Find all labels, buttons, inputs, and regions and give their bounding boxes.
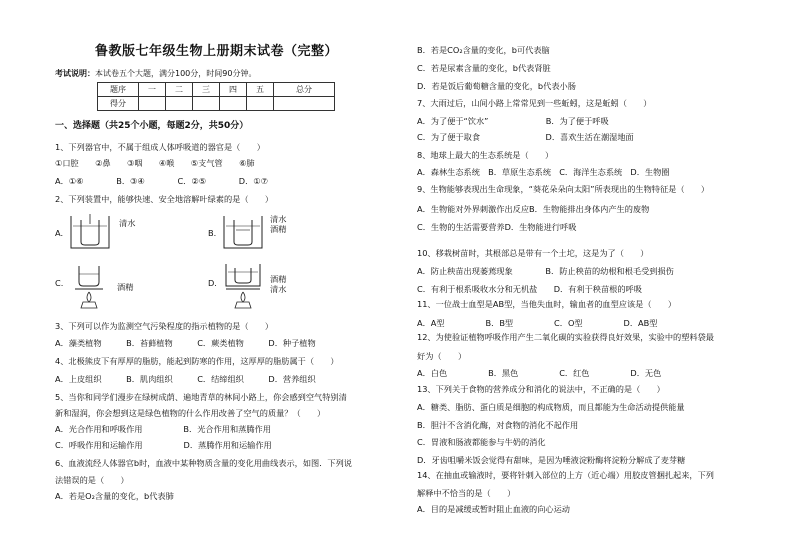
question-line: A．防止秧苗出现萎蔫现象 B．防止秧苗的幼根和根毛受到损伤 xyxy=(417,266,674,276)
question-line: A．藻类植物 B．苔藓植物 C．蕨类植物 D．种子植物 xyxy=(55,338,316,348)
score-cell xyxy=(193,97,220,111)
question-line: A．上皮组织 B．肌肉组织 C．结缔组织 D．营养组织 xyxy=(55,374,316,384)
question-line: 1、下列器官中，不属于组成人体呼吸道的器官是（ ） xyxy=(55,142,265,152)
question-line: 2、下列装置中，能够快速、安全地溶解叶绿素的是（ ） xyxy=(55,194,274,204)
lamp-c-icon xyxy=(65,262,125,310)
question-line: A．目的是减缓或暂时阻止血液的向心运动 xyxy=(417,504,570,514)
question-line: 法错误的是（ ） xyxy=(55,475,129,485)
question-line: C．为了便于取食 D．喜欢生活在潮湿地面 xyxy=(417,132,634,142)
score-cell: 总分 xyxy=(274,83,335,97)
score-cell: 三 xyxy=(193,83,220,97)
question-line: A．若是O₂含量的变化，b代表肺 xyxy=(55,491,174,501)
figure-d-text1: 酒精 xyxy=(270,274,287,284)
page-title: 鲁教版七年级生物上册期末试卷（完整） xyxy=(95,44,339,59)
note-label: 考试说明： xyxy=(55,69,95,78)
score-cell xyxy=(274,97,335,111)
score-header-row xyxy=(98,83,335,97)
figure-c-text: 酒精 xyxy=(117,282,134,292)
score-table xyxy=(97,82,335,111)
beaker-a-icon xyxy=(65,212,125,252)
question-line: B．胆汁不含消化酶，对食物的消化不起作用 xyxy=(417,420,579,430)
question-line: C．胃液和肠液都能参与牛奶的消化 xyxy=(417,437,546,447)
question-line: ①口腔 ②鼻 ③咽 ④喉 ⑤支气管 ⑥肺 xyxy=(55,158,255,168)
figure-b-text2: 酒精 xyxy=(270,224,287,234)
question-line: 10、移栽树苗时，其根部总是带有一个土坨，这是为了（ ） xyxy=(417,248,649,258)
question-line: D．牙齿咀嚼米饭会觉得有甜味，是因为唾液淀粉酶将淀粉分解成了麦芽糖 xyxy=(417,455,686,465)
question-line: A．光合作用和呼吸作用 B．光合作用和蒸腾作用 xyxy=(55,424,271,434)
question-line: 4、北极熊皮下有厚厚的脂肪，能起到防寒的作用，这厚厚的脂肪属于（ ） xyxy=(55,356,339,366)
score-cell: 四 xyxy=(220,83,247,97)
score-cell: 五 xyxy=(247,83,274,97)
question-line: A．森林生态系统 B．草原生态系统 C．海洋生态系统 D．生物圈 xyxy=(417,167,670,177)
question-line: A．为了便于“饮水” B．为了便于呼吸 xyxy=(417,116,609,126)
question-line: A．糖类、脂肪、蛋白质是细胞的构成物质，而且都能为生命活动提供能量 xyxy=(417,402,685,412)
question-line: 6、血液流经人体器官b时，血液中某种物质含量的变化用曲线表示，如图．下列说 xyxy=(55,458,352,468)
question-line: 11、一位战士血型是AB型，当他失血时，输血者的血型应该是（ ） xyxy=(417,299,677,309)
figure-d-label: D. xyxy=(208,278,217,288)
question-line: 14、在抽血或输液时，要将针刺入部位的上方（近心端）用胶皮管捆扎起来，下列 xyxy=(417,470,714,480)
figure-d-text2: 清水 xyxy=(270,284,287,294)
score-cell xyxy=(166,97,193,111)
question-line: 好为（ ） xyxy=(417,351,467,361)
figure-a-label: A. xyxy=(55,228,64,238)
figure-b-label: B. xyxy=(208,228,217,238)
question-line: C．若是尿素含量的变化，b代表肾脏 xyxy=(417,63,551,73)
question-line: 解释中不恰当的是（ ） xyxy=(417,488,516,498)
question-line: 新和湿润，你会想到这是绿色植物的什么作用改善了空气的质量？（ ） xyxy=(55,408,326,418)
score-cell xyxy=(247,97,274,111)
question-line: 5、当你和同学们漫步在绿树成荫、遍地青草的林间小路上，你会感到空气特别清 xyxy=(55,392,347,402)
figure-c-label: C. xyxy=(55,278,64,288)
question-line: C．呼吸作用和运输作用 D．蒸腾作用和运输作用 xyxy=(55,440,272,450)
question-line: A．生物能对外界刺激作出反应B．生物能排出身体内产生的废物 xyxy=(417,204,650,214)
question-line: A．①⑥ B．③④ C．②⑤ D．①⑦ xyxy=(55,176,268,186)
question-line: A．白色 B．黑色 C．红色 D．无色 xyxy=(417,368,662,378)
question-line: 7、大雨过后，山间小路上常常见到一些蚯蚓，这是蚯蚓（ ） xyxy=(417,98,652,108)
question-line: B．若是CO₂含量的变化，b可代表脑 xyxy=(417,45,550,55)
lamp-d-icon xyxy=(218,262,278,310)
score-cell: 得分 xyxy=(98,97,139,111)
figure-b-text1: 清水 xyxy=(270,214,287,224)
question-line: D．若是饭后葡萄糖含量的变化，b代表小肠 xyxy=(417,81,576,91)
score-cell xyxy=(139,97,166,111)
note-text: 本试卷五个大题，满分100分，时间90分钟。 xyxy=(95,69,257,78)
question-line: 一、选择题（共25个小题，每题2分，共50分） xyxy=(55,121,249,131)
question-line: C．有利于根系吸收水分和无机盐 D．有利于秧苗根的呼吸 xyxy=(417,284,642,294)
score-cell: 二 xyxy=(166,83,193,97)
score-cell: 一 xyxy=(139,83,166,97)
question-line: A．A型 B．B型 C．O型 D．AB型 xyxy=(417,318,658,328)
question-line: 3、下列可以作为监测空气污染程度的指示植物的是（ ） xyxy=(55,321,274,331)
figure-a-text: 清水 xyxy=(119,218,136,228)
exam-note xyxy=(55,68,256,79)
question-line: 12、为使验证植物呼吸作用产生二氧化碳的实验获得良好效果，实验中的塑料袋最 xyxy=(417,332,714,342)
score-value-row xyxy=(98,97,335,111)
question-line: C．生物的生活需要营养D．生物能进行呼吸 xyxy=(417,222,577,232)
question-line: 13、下列关于食物的营养成分和消化的说法中，不正确的是（ ） xyxy=(417,384,665,394)
score-cell xyxy=(220,97,247,111)
beaker-b-icon xyxy=(218,212,278,252)
question-line: 9、生物能够表现出生命现象，“葵花朵朵向太阳”所表现出的生物特征是（ ） xyxy=(417,184,710,194)
score-cell: 题序 xyxy=(98,83,139,97)
question-line: 8、地球上最大的生态系统是（ ） xyxy=(417,150,554,160)
